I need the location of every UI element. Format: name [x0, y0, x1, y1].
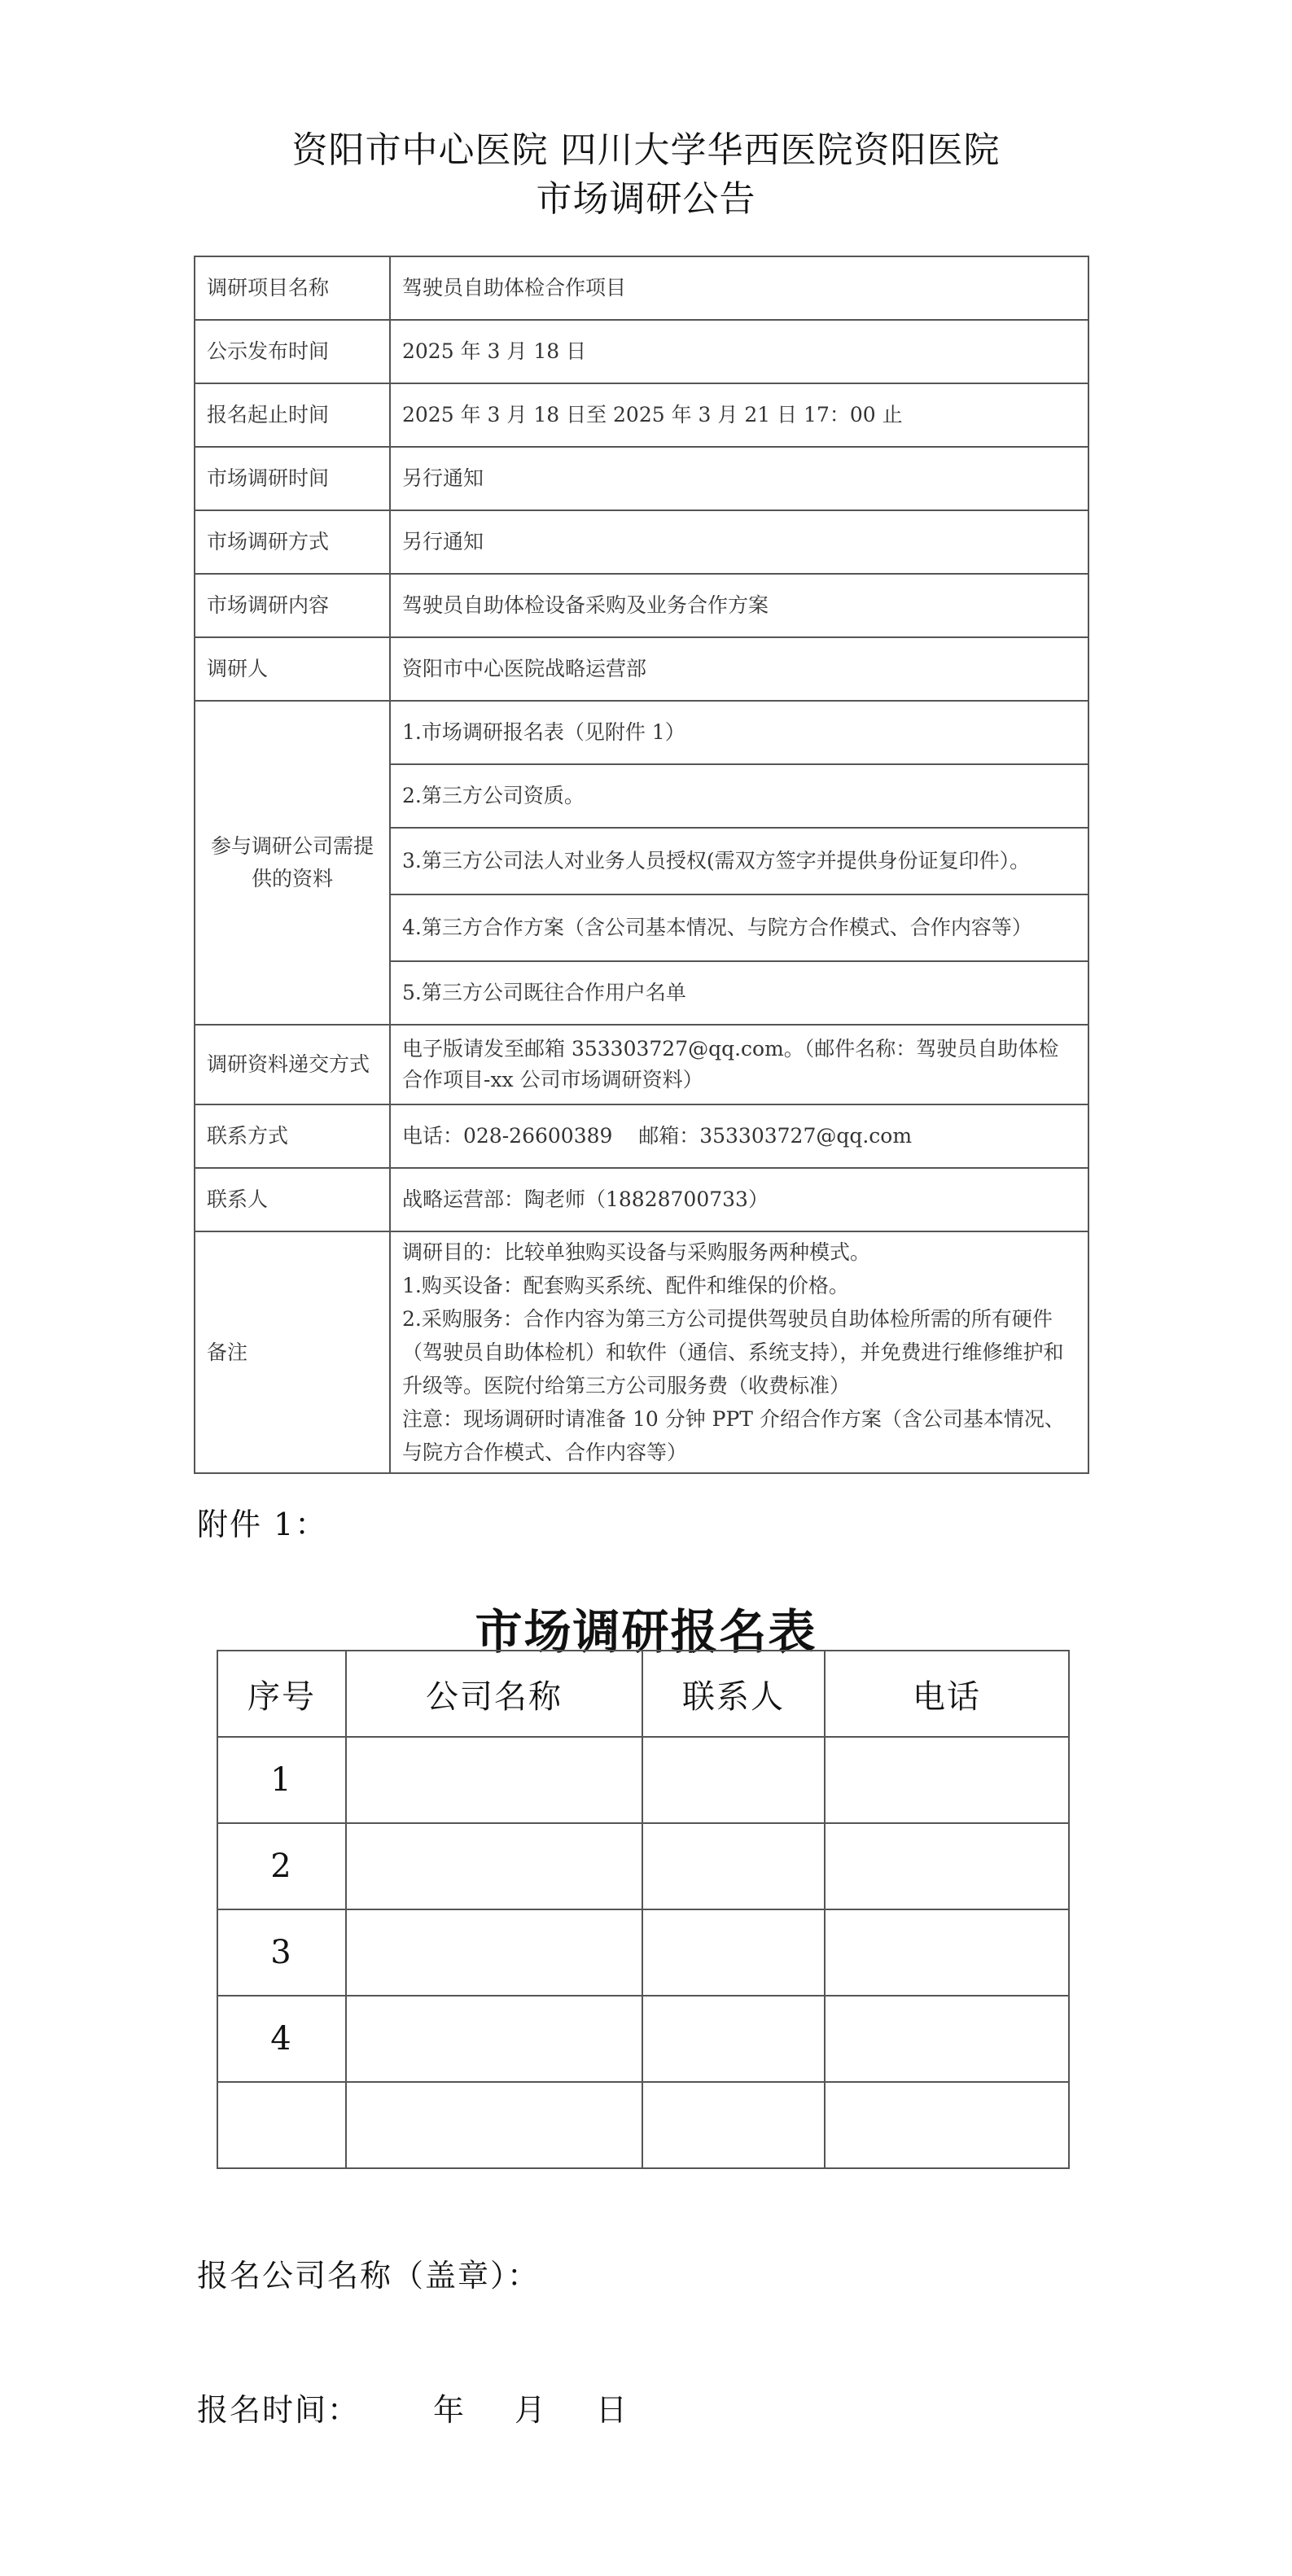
- info-row: [195, 637, 1088, 701]
- contact-cell[interactable]: [642, 1909, 825, 1996]
- info-label: 调研项目名称: [195, 256, 390, 320]
- registration-row: [217, 1737, 1069, 1823]
- announcement-table: [194, 256, 1089, 1474]
- header-contact: 联系人: [642, 1651, 825, 1737]
- remarks-label: 备注: [195, 1231, 390, 1473]
- phone-cell[interactable]: [825, 1823, 1069, 1909]
- materials-label: 参与调研公司需提供的资料: [195, 701, 390, 1025]
- contact-row: [195, 1104, 1088, 1168]
- company-cell[interactable]: [346, 2082, 642, 2168]
- row-serial: 4: [217, 1996, 346, 2082]
- registration-form-title: 市场调研报名表: [475, 1604, 817, 1660]
- registration-table: [217, 1650, 1070, 2169]
- row-serial: 2: [217, 1823, 346, 1909]
- info-label: 调研人: [195, 637, 390, 701]
- contact-person-row: [195, 1168, 1088, 1231]
- phone-cell[interactable]: [825, 1737, 1069, 1823]
- materials-item: 1.市场调研报名表（见附件 1）: [390, 701, 1088, 764]
- document-title-line2: 市场调研公告: [536, 178, 756, 220]
- contact-cell[interactable]: [642, 1823, 825, 1909]
- submission-row: [195, 1025, 1088, 1104]
- header-serial: 序号: [217, 1651, 346, 1737]
- info-label: 公示发布时间: [195, 320, 390, 383]
- remark-line: 1.购买设备：配套购买系统、配件和维保的价格。: [402, 1274, 849, 1297]
- info-row: [195, 383, 1088, 447]
- materials-row: [195, 701, 1088, 764]
- day-label: 日: [596, 2392, 629, 2428]
- info-row: [195, 256, 1088, 320]
- registration-row: [217, 1996, 1069, 2082]
- registration-time: [197, 2385, 628, 2429]
- contact-cell[interactable]: [642, 1996, 825, 2082]
- info-label: 市场调研方式: [195, 510, 390, 574]
- company-cell[interactable]: [346, 1909, 642, 1996]
- submission-value: 电子版请发至邮箱 353303727@qq.com。（邮件名称：驾驶员自助体检合作项目-xx 公司市场调研资料）: [390, 1025, 1088, 1104]
- attachment-label: 附件 1：: [197, 1507, 328, 1542]
- registration-row: [217, 2082, 1069, 2168]
- remark-line: 调研目的：比较单独购买设备与采购服务两种模式。: [402, 1240, 871, 1264]
- company-seal-label: 报名公司名称（盖章）：: [197, 2258, 541, 2294]
- phone-cell[interactable]: [825, 1996, 1069, 2082]
- info-value: 驾驶员自助体检合作项目: [390, 256, 1088, 320]
- info-label: 市场调研时间: [195, 447, 390, 510]
- info-value: 另行通知: [390, 447, 1088, 510]
- submission-label: 调研资料递交方式: [195, 1025, 390, 1104]
- info-label: 市场调研内容: [195, 574, 390, 637]
- contact-person-value: 战略运营部：陶老师（18828700733）: [390, 1168, 1088, 1231]
- row-serial: 3: [217, 1909, 346, 1996]
- materials-item: 5.第三方公司既往合作用户名单: [390, 961, 1088, 1025]
- header-company: 公司名称: [346, 1651, 642, 1737]
- document-title-line1: 资阳市中心医院 四川大学华西医院资阳医院: [291, 129, 1001, 171]
- info-value: 2025 年 3 月 18 日: [390, 320, 1088, 383]
- info-row: [195, 447, 1088, 510]
- contact-person-label: 联系人: [195, 1168, 390, 1231]
- materials-item: 4.第三方合作方案（含公司基本情况、与院方合作模式、合作内容等）: [390, 894, 1088, 961]
- remarks-row: [195, 1231, 1088, 1473]
- info-label: 报名起止时间: [195, 383, 390, 447]
- row-serial: [217, 2082, 346, 2168]
- info-value: 资阳市中心医院战略运营部: [390, 637, 1088, 701]
- info-row: [195, 320, 1088, 383]
- info-value: 2025 年 3 月 18 日至 2025 年 3 月 21 日 17：00 止: [390, 383, 1088, 447]
- materials-item: 2.第三方公司资质。: [390, 764, 1088, 828]
- remark-line: 2.采购服务：合作内容为第三方公司提供驾驶员自助体检所需的所有硬件（驾驶员自助体检机）和软件（通信、系统支持），并免费进行维修维护和升级等。医院付给第三方公司服务费（收费标准）: [402, 1307, 1064, 1397]
- contact-cell[interactable]: [642, 1737, 825, 1823]
- registration-time-label: 报名时间：: [197, 2392, 361, 2428]
- remarks-content: [390, 1231, 1088, 1473]
- company-cell[interactable]: [346, 1737, 642, 1823]
- company-cell[interactable]: [346, 1823, 642, 1909]
- registration-row: [217, 1909, 1069, 1996]
- header-phone: 电话: [825, 1651, 1069, 1737]
- phone-cell[interactable]: [825, 2082, 1069, 2168]
- remark-line: 注意：现场调研时请准备 10 分钟 PPT 介绍合作方案（含公司基本情况、与院方合作模式、合作内容等）: [402, 1407, 1065, 1464]
- contact-value: 电话：028-26600389 邮箱：353303727@qq.com: [390, 1104, 1088, 1168]
- company-cell[interactable]: [346, 1996, 642, 2082]
- info-value: 驾驶员自助体检设备采购及业务合作方案: [390, 574, 1088, 637]
- phone-cell[interactable]: [825, 1909, 1069, 1996]
- registration-row: [217, 1823, 1069, 1909]
- contact-cell[interactable]: [642, 2082, 825, 2168]
- contact-label: 联系方式: [195, 1104, 390, 1168]
- info-row: [195, 510, 1088, 574]
- month-label: 月: [515, 2392, 548, 2428]
- registration-header-row: [217, 1651, 1069, 1737]
- row-serial: 1: [217, 1737, 346, 1823]
- materials-item: 3.第三方公司法人对业务人员授权(需双方签字并提供身份证复印件）。: [390, 828, 1088, 894]
- info-value: 另行通知: [390, 510, 1088, 574]
- year-label: 年: [433, 2392, 466, 2428]
- info-row: [195, 574, 1088, 637]
